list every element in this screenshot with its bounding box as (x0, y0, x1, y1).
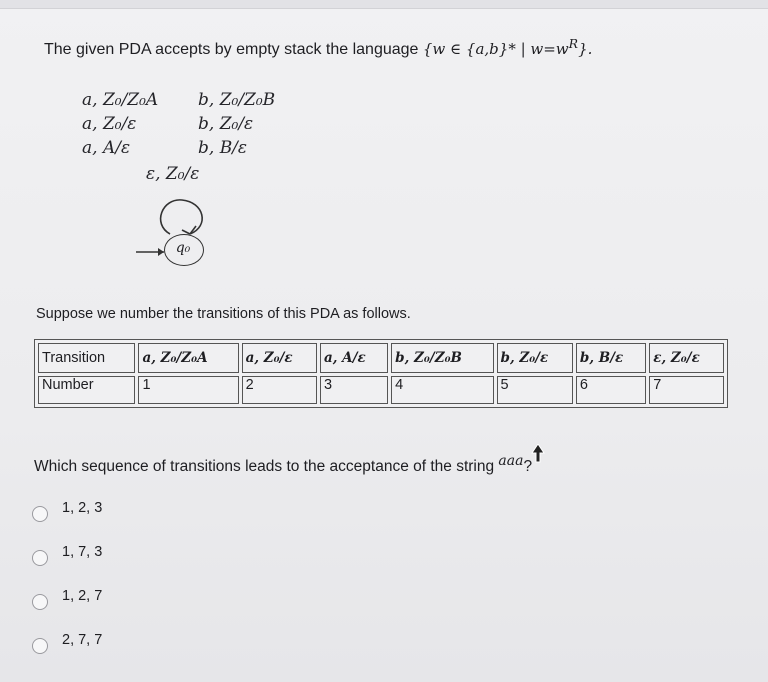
table-cell: 2 (242, 376, 317, 404)
top-bar (0, 0, 768, 9)
transition-label: a, Z₀/ε (82, 114, 137, 134)
option-label: 1, 7, 3 (62, 544, 103, 560)
radio-button[interactable] (32, 506, 48, 522)
option-label: 1, 2, 3 (62, 500, 103, 516)
input-string: aaa (498, 453, 524, 469)
transitions-table (34, 339, 728, 408)
mouse-cursor-icon (531, 444, 545, 464)
table-cell: b, Z₀/Z₀B (391, 343, 493, 373)
question-prefix: The given PDA accepts by empty stack the language (44, 41, 419, 58)
radio-button[interactable] (32, 638, 48, 654)
radio-button[interactable] (32, 550, 48, 566)
table-cell: 5 (497, 376, 573, 404)
transition-label: a, A/ε (82, 138, 131, 158)
table-row (38, 376, 724, 404)
table-cell: 1 (138, 376, 238, 404)
table-cell: a, Z₀/ε (242, 343, 317, 373)
transition-label: b, Z₀/ε (198, 114, 254, 134)
table-cell: b, B/ε (576, 343, 646, 373)
radio-button[interactable] (32, 594, 48, 610)
table-cell: 4 (391, 376, 493, 404)
table-cell: ε, Z₀/ε (649, 343, 724, 373)
option-label: 1, 2, 7 (62, 588, 103, 604)
row-header: Number (38, 376, 135, 404)
table-cell: 6 (576, 376, 646, 404)
transition-label: ε, Z₀/ε (146, 164, 200, 184)
table-cell: 7 (649, 376, 724, 404)
state-label: q₀ (175, 240, 191, 256)
table-cell: a, A/ε (320, 343, 388, 373)
question-text (44, 36, 592, 59)
table-cell: a, Z₀/Z₀A (138, 343, 238, 373)
table-row (38, 343, 724, 373)
transition-label: b, B/ε (198, 138, 248, 158)
question-prompt: Which sequence of transitions leads to the acceptance of the string aaa? (34, 453, 533, 475)
option-label: 2, 7, 7 (62, 632, 103, 648)
language-expression: {w ∈ {a,b}* | $w=w^R$}. (422, 36, 593, 58)
transition-label: b, Z₀/Z₀B (198, 90, 276, 110)
transition-label: a, Z₀/Z₀A (82, 90, 159, 110)
table-cell: 3 (320, 376, 388, 404)
row-header: Transition (38, 343, 135, 373)
suppose-text: Suppose we number the transitions of this PDA as follows. (36, 306, 411, 322)
table-cell: b, Z₀/ε (497, 343, 573, 373)
